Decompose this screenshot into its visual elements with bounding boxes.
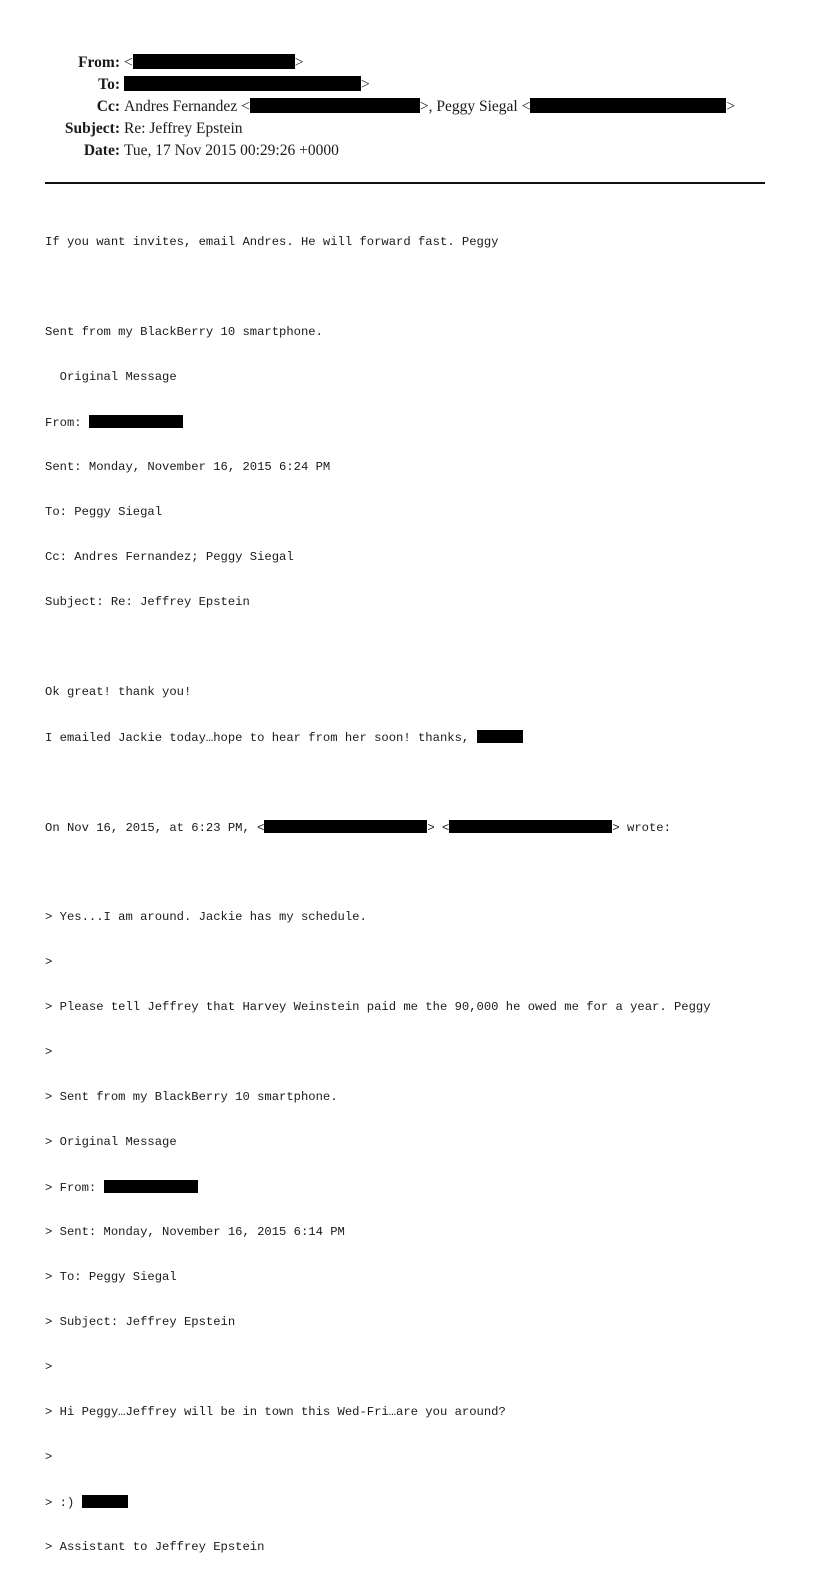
body-line: Sent from my BlackBerry 10 smartphone. <box>45 325 323 339</box>
wrote-text-c: > wrote: <box>612 821 671 835</box>
body-line: Ok great! thank you! <box>45 685 192 699</box>
quoted-line: > Yes...I am around. Jackie has my schedule. <box>45 910 367 924</box>
body-line: Original Message <box>45 370 177 384</box>
body-line <box>45 820 785 835</box>
quoted-line: > To: Peggy Siegal <box>45 1270 177 1284</box>
quoted-line: > <box>45 1450 53 1464</box>
blank-line <box>45 280 785 295</box>
lt: < <box>124 54 133 71</box>
redaction-box <box>89 415 183 428</box>
quoted-from-text: > From: <box>45 1181 104 1195</box>
cc-name: Andres Fernandez <box>124 98 238 115</box>
blank-line <box>45 865 785 880</box>
gt: > <box>361 76 370 93</box>
date-label: Date: <box>83 142 120 159</box>
cc-name-2: , Peggy Siegal <box>428 98 518 115</box>
redaction-box <box>530 98 726 113</box>
quoted-line: > Assistant to Jeffrey Epstein <box>45 1540 265 1554</box>
quoted-line: > Subject: Jeffrey Epstein <box>45 1315 236 1329</box>
gt: > <box>726 98 736 115</box>
redaction-box <box>124 76 361 91</box>
quoted-line: > Sent: Monday, November 16, 2015 6:14 PM <box>45 1225 345 1239</box>
body-line: To: Peggy Siegal <box>45 505 163 519</box>
thanks-text: I emailed Jackie today…hope to hear from her soon! thanks, <box>45 731 477 745</box>
from-text: From: <box>45 416 89 430</box>
quoted-line: > Original Message <box>45 1135 177 1149</box>
cc-label: Cc: <box>96 98 120 115</box>
to-label: To: <box>98 76 120 93</box>
email-body <box>45 205 785 1570</box>
quoted-line <box>45 1180 785 1195</box>
body-line: Cc: Andres Fernandez; Peggy Siegal <box>45 550 294 564</box>
subject-label: Subject: <box>64 120 120 137</box>
from-label: From: <box>78 54 120 71</box>
quoted-line: > Sent from my BlackBerry 10 smartphone. <box>45 1090 338 1104</box>
smiley-text: > :) <box>45 1496 82 1510</box>
blank-line <box>45 775 785 790</box>
quoted-line: > Please tell Jeffrey that Harvey Weinstein paid me the 90,000 he owed me for a year. Peggy <box>45 1000 711 1014</box>
quoted-line: > <box>45 1360 53 1374</box>
redaction-box <box>133 54 295 69</box>
gt: > <box>419 98 429 115</box>
blank-line <box>45 640 785 655</box>
lt: < <box>241 98 250 115</box>
wrote-text-a: On Nov 16, 2015, at 6:23 PM, < <box>45 821 265 835</box>
date-value: Tue, 17 Nov 2015 00:29:26 +0000 <box>124 142 339 159</box>
cc-value <box>124 96 735 118</box>
redaction-box <box>264 820 427 833</box>
lt: < <box>521 98 531 115</box>
from-value <box>124 52 304 74</box>
redaction-box <box>250 98 420 113</box>
wrote-text-b: > < <box>427 821 450 835</box>
header-divider <box>45 182 765 184</box>
quoted-line <box>45 1495 785 1510</box>
body-line: Subject: Re: Jeffrey Epstein <box>45 595 250 609</box>
body-line: Sent: Monday, November 16, 2015 6:24 PM <box>45 460 331 474</box>
quoted-line: > <box>45 1045 53 1059</box>
redaction-box <box>449 820 612 833</box>
redaction-box <box>477 730 523 743</box>
subject-value: Re: Jeffrey Epstein <box>124 120 243 137</box>
quoted-line: > <box>45 955 53 969</box>
body-line <box>45 730 785 745</box>
body-line <box>45 415 785 430</box>
redaction-box <box>82 1495 128 1508</box>
gt: > <box>294 54 304 71</box>
redaction-box <box>104 1180 198 1193</box>
to-value <box>124 74 370 96</box>
quoted-line: > Hi Peggy…Jeffrey will be in town this Wed-Fri…are you around? <box>45 1405 506 1419</box>
body-line: If you want invites, email Andres. He will forward fast. Peggy <box>45 235 499 249</box>
